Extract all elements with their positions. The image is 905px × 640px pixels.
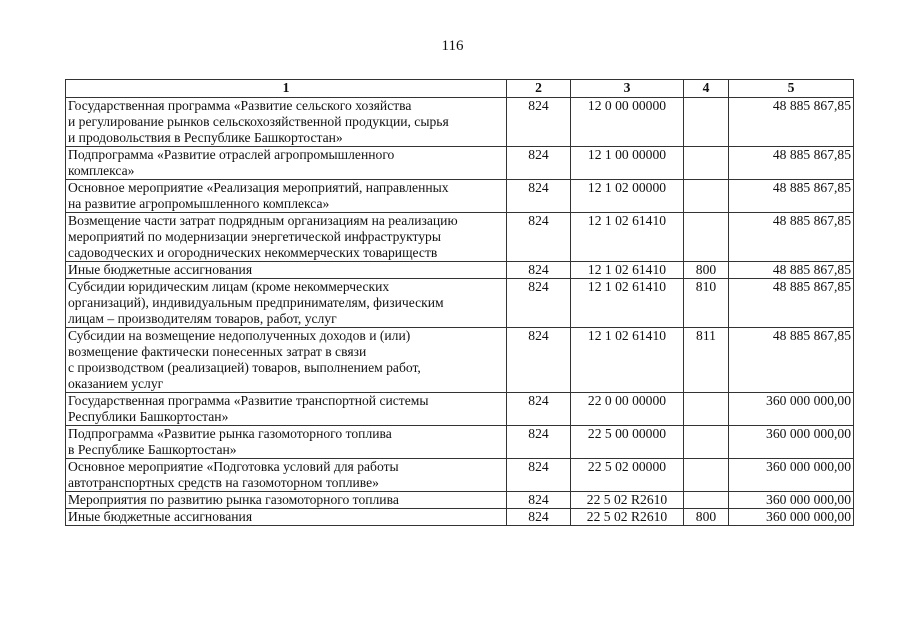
cell-expense-type bbox=[684, 180, 729, 213]
cell-amount: 48 885 867,85 bbox=[729, 213, 854, 262]
cell-amount: 360 000 000,00 bbox=[729, 459, 854, 492]
cell-target-article: 12 0 00 00000 bbox=[571, 98, 684, 147]
cell-amount: 360 000 000,00 bbox=[729, 509, 854, 526]
table-row bbox=[66, 279, 854, 328]
cell-ministry-code: 824 bbox=[507, 328, 571, 393]
cell-amount: 360 000 000,00 bbox=[729, 393, 854, 426]
cell-target-article: 22 5 02 00000 bbox=[571, 459, 684, 492]
header-col-2: 2 bbox=[507, 80, 571, 98]
cell-ministry-code: 824 bbox=[507, 262, 571, 279]
cell-target-article: 22 0 00 00000 bbox=[571, 393, 684, 426]
cell-name: Государственная программа «Развитие сельского хозяйства и регулирование рынков сельскохозяйственной продукции, сырья и продовольствия в Республике Башкортостан» bbox=[66, 98, 507, 147]
table-header-row bbox=[66, 80, 854, 98]
cell-amount: 48 885 867,85 bbox=[729, 279, 854, 328]
cell-amount: 360 000 000,00 bbox=[729, 426, 854, 459]
cell-ministry-code: 824 bbox=[507, 147, 571, 180]
cell-name: Подпрограмма «Развитие отраслей агропромышленного комплекса» bbox=[66, 147, 507, 180]
cell-name: Иные бюджетные ассигнования bbox=[66, 262, 507, 279]
cell-amount: 360 000 000,00 bbox=[729, 492, 854, 509]
header-col-3: 3 bbox=[571, 80, 684, 98]
cell-name: Подпрограмма «Развитие рынка газомоторного топлива в Республике Башкортостан» bbox=[66, 426, 507, 459]
cell-ministry-code: 824 bbox=[507, 509, 571, 526]
cell-expense-type bbox=[684, 426, 729, 459]
cell-amount: 48 885 867,85 bbox=[729, 147, 854, 180]
header-col-4: 4 bbox=[684, 80, 729, 98]
cell-name: Основное мероприятие «Реализация мероприятий, направленных на развитие агропромышленного комплекса» bbox=[66, 180, 507, 213]
cell-expense-type: 800 bbox=[684, 262, 729, 279]
cell-target-article: 22 5 00 00000 bbox=[571, 426, 684, 459]
cell-target-article: 12 1 02 00000 bbox=[571, 180, 684, 213]
cell-ministry-code: 824 bbox=[507, 492, 571, 509]
table-row bbox=[66, 492, 854, 509]
cell-expense-type bbox=[684, 98, 729, 147]
cell-target-article: 12 1 00 00000 bbox=[571, 147, 684, 180]
table-row bbox=[66, 509, 854, 526]
cell-target-article: 12 1 02 61410 bbox=[571, 328, 684, 393]
table-body bbox=[66, 98, 854, 526]
cell-expense-type bbox=[684, 492, 729, 509]
cell-expense-type: 800 bbox=[684, 509, 729, 526]
cell-target-article: 22 5 02 R2610 bbox=[571, 509, 684, 526]
cell-name: Государственная программа «Развитие транспортной системы Республики Башкортостан» bbox=[66, 393, 507, 426]
table-row bbox=[66, 262, 854, 279]
cell-target-article: 12 1 02 61410 bbox=[571, 262, 684, 279]
cell-amount: 48 885 867,85 bbox=[729, 328, 854, 393]
cell-expense-type bbox=[684, 459, 729, 492]
cell-expense-type bbox=[684, 147, 729, 180]
table-row bbox=[66, 180, 854, 213]
table-row bbox=[66, 328, 854, 393]
cell-ministry-code: 824 bbox=[507, 459, 571, 492]
table-row bbox=[66, 459, 854, 492]
cell-amount: 48 885 867,85 bbox=[729, 262, 854, 279]
cell-expense-type: 810 bbox=[684, 279, 729, 328]
cell-name: Субсидии юридическим лицам (кроме некоммерческих организаций), индивидуальным предпринимателям, физическим лицам – производителям товаров, работ, услуг bbox=[66, 279, 507, 328]
cell-ministry-code: 824 bbox=[507, 279, 571, 328]
cell-target-article: 12 1 02 61410 bbox=[571, 279, 684, 328]
header-col-5: 5 bbox=[729, 80, 854, 98]
cell-name: Возмещение части затрат подрядным организациям на реализацию мероприятий по модернизации энергетической инфраструктуры садоводческих и огороднических некоммерческих товариществ bbox=[66, 213, 507, 262]
cell-target-article: 12 1 02 61410 bbox=[571, 213, 684, 262]
cell-ministry-code: 824 bbox=[507, 213, 571, 262]
header-col-1: 1 bbox=[66, 80, 507, 98]
page-number: 116 bbox=[441, 38, 464, 54]
cell-ministry-code: 824 bbox=[507, 180, 571, 213]
cell-ministry-code: 824 bbox=[507, 98, 571, 147]
cell-name: Иные бюджетные ассигнования bbox=[66, 509, 507, 526]
cell-expense-type: 811 bbox=[684, 328, 729, 393]
table-row bbox=[66, 147, 854, 180]
cell-ministry-code: 824 bbox=[507, 393, 571, 426]
table-row bbox=[66, 213, 854, 262]
cell-target-article: 22 5 02 R2610 bbox=[571, 492, 684, 509]
cell-amount: 48 885 867,85 bbox=[729, 180, 854, 213]
cell-expense-type bbox=[684, 393, 729, 426]
cell-name: Субсидии на возмещение недополученных доходов и (или) возмещение фактически понесенных затрат в связи с производством (реализацией) товаров, выполнением работ, оказанием услуг bbox=[66, 328, 507, 393]
table-row bbox=[66, 393, 854, 426]
cell-name: Мероприятия по развитию рынка газомоторного топлива bbox=[66, 492, 507, 509]
budget-table bbox=[65, 79, 854, 526]
cell-name: Основное мероприятие «Подготовка условий для работы автотранспортных средств на газомоторном топливе» bbox=[66, 459, 507, 492]
cell-amount: 48 885 867,85 bbox=[729, 98, 854, 147]
table-row bbox=[66, 98, 854, 147]
cell-expense-type bbox=[684, 213, 729, 262]
table-row bbox=[66, 426, 854, 459]
cell-ministry-code: 824 bbox=[507, 426, 571, 459]
